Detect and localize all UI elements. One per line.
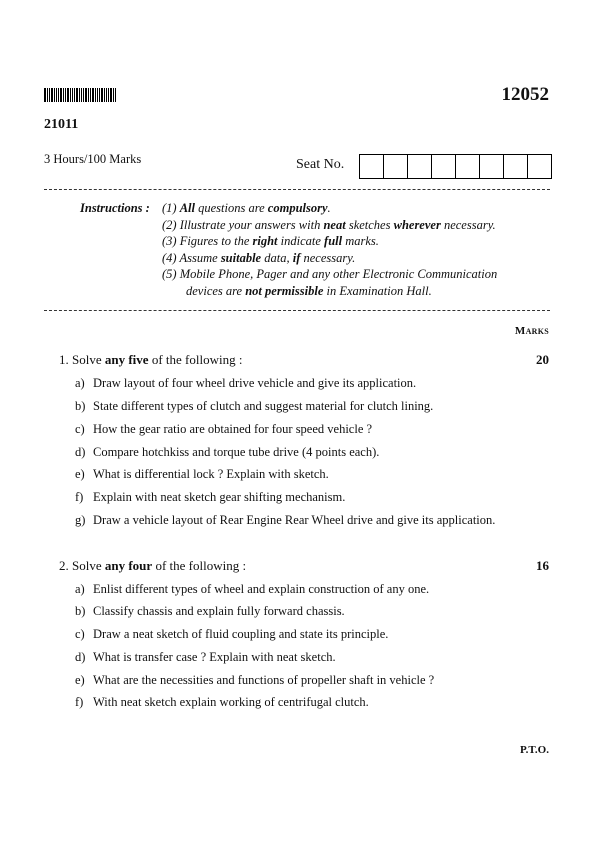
- barcode-bar: [85, 88, 87, 102]
- barcode-bar: [113, 88, 114, 102]
- question-1d: d) Compare hotchkiss and torque tube drive (4 points each).: [75, 445, 380, 459]
- instruction-2: (2) Illustrate your answers with neat sketches wherever necessary.: [162, 217, 496, 232]
- barcode-bar: [106, 88, 107, 102]
- subject-code: 21011: [44, 117, 79, 132]
- instructions-block: [80, 200, 550, 305]
- barcode-bar: [70, 88, 71, 102]
- seat-box[interactable]: [479, 154, 504, 179]
- question-2-title: 2. Solve any four of the following :: [59, 558, 247, 573]
- question-2b: b) Classify chassis and explain fully forward chassis.: [75, 604, 345, 618]
- paper-code: 12052: [501, 84, 549, 105]
- seat-box[interactable]: [431, 154, 456, 179]
- barcode-bar: [104, 88, 105, 102]
- barcode-bar: [79, 88, 80, 102]
- instruction-4: (4) Assume suitable data, if necessary.: [162, 250, 356, 265]
- barcode-bar: [56, 88, 57, 102]
- seat-box[interactable]: [527, 154, 552, 179]
- instructions-label: Instructions :: [80, 201, 150, 215]
- seat-box[interactable]: [455, 154, 480, 179]
- seat-number-boxes[interactable]: [360, 154, 552, 179]
- barcode-bar: [81, 88, 82, 102]
- seat-number-label: Seat No.: [296, 157, 345, 172]
- seat-box[interactable]: [503, 154, 528, 179]
- marks-heading: Marks: [514, 325, 549, 337]
- question-1-title: 1. Solve any five of the following :: [59, 352, 243, 367]
- barcode-bar: [65, 88, 66, 102]
- instruction-5: (5) Mobile Phone, Pager and any other Electronic Communication: [162, 267, 498, 281]
- question-1b: b) State different types of clutch and suggest material for clutch lining.: [75, 399, 434, 413]
- barcode-bar: [110, 88, 112, 102]
- barcode: [44, 88, 126, 102]
- question-1c: c) How the gear ratio are obtained for four speed vehicle ?: [75, 422, 373, 436]
- barcode-bar: [90, 88, 91, 102]
- barcode-bar: [44, 88, 46, 102]
- barcode-bar: [51, 88, 53, 102]
- question-1e: e) What is differential lock ? Explain with sketch.: [75, 467, 329, 481]
- barcode-bar: [72, 88, 73, 102]
- divider-bottom: [44, 310, 550, 311]
- barcode-bar: [95, 88, 96, 102]
- barcode-bar: [108, 88, 109, 102]
- barcode-bar: [92, 88, 94, 102]
- barcode-bar: [76, 88, 78, 102]
- question-2a: a) Enlist different types of wheel and explain construction of any one.: [75, 582, 430, 596]
- duration-marks: 3 Hours/100 Marks: [44, 152, 142, 166]
- pto-label: P.T.O.: [519, 744, 549, 756]
- divider-top: [44, 189, 550, 190]
- barcode-bar: [67, 88, 69, 102]
- instruction-3: (3) Figures to the right indicate full marks.: [162, 234, 379, 248]
- barcode-bar: [54, 88, 55, 102]
- question-2f: f) With neat sketch explain working of centrifugal clutch.: [75, 695, 369, 709]
- barcode-bar: [49, 88, 50, 102]
- question-2c: c) Draw a neat sketch of fluid coupling and state its principle.: [75, 627, 389, 641]
- instruction-1: (1) All questions are compulsory.: [162, 201, 331, 215]
- question-1f: f) Explain with neat sketch gear shifting mechanism.: [75, 490, 346, 504]
- barcode-bar: [60, 88, 62, 102]
- seat-box[interactable]: [407, 154, 432, 179]
- barcode-bar: [115, 88, 116, 102]
- seat-box[interactable]: [359, 154, 384, 179]
- question-1g: g) Draw a vehicle layout of Rear Engine Rear Wheel drive and give its application.: [75, 513, 496, 527]
- barcode-bar: [101, 88, 103, 102]
- question-2d: d) What is transfer case ? Explain with neat sketch.: [75, 650, 336, 664]
- question-1-marks: 20: [536, 352, 549, 367]
- barcode-bar: [58, 88, 59, 102]
- barcode-bar: [88, 88, 89, 102]
- question-1a: a) Draw layout of four wheel drive vehicle and give its application.: [75, 376, 417, 390]
- barcode-bar: [83, 88, 84, 102]
- barcode-bar: [63, 88, 64, 102]
- question-2e: e) What are the necessities and functions of propeller shaft in vehicle ?: [75, 673, 435, 687]
- barcode-bar: [47, 88, 48, 102]
- barcode-bar: [99, 88, 100, 102]
- question-2-marks: 16: [536, 558, 549, 573]
- seat-box[interactable]: [383, 154, 408, 179]
- instruction-5-continued: devices are not permissible in Examination Hall.: [186, 283, 432, 298]
- barcode-bar: [97, 88, 98, 102]
- barcode-bar: [74, 88, 75, 102]
